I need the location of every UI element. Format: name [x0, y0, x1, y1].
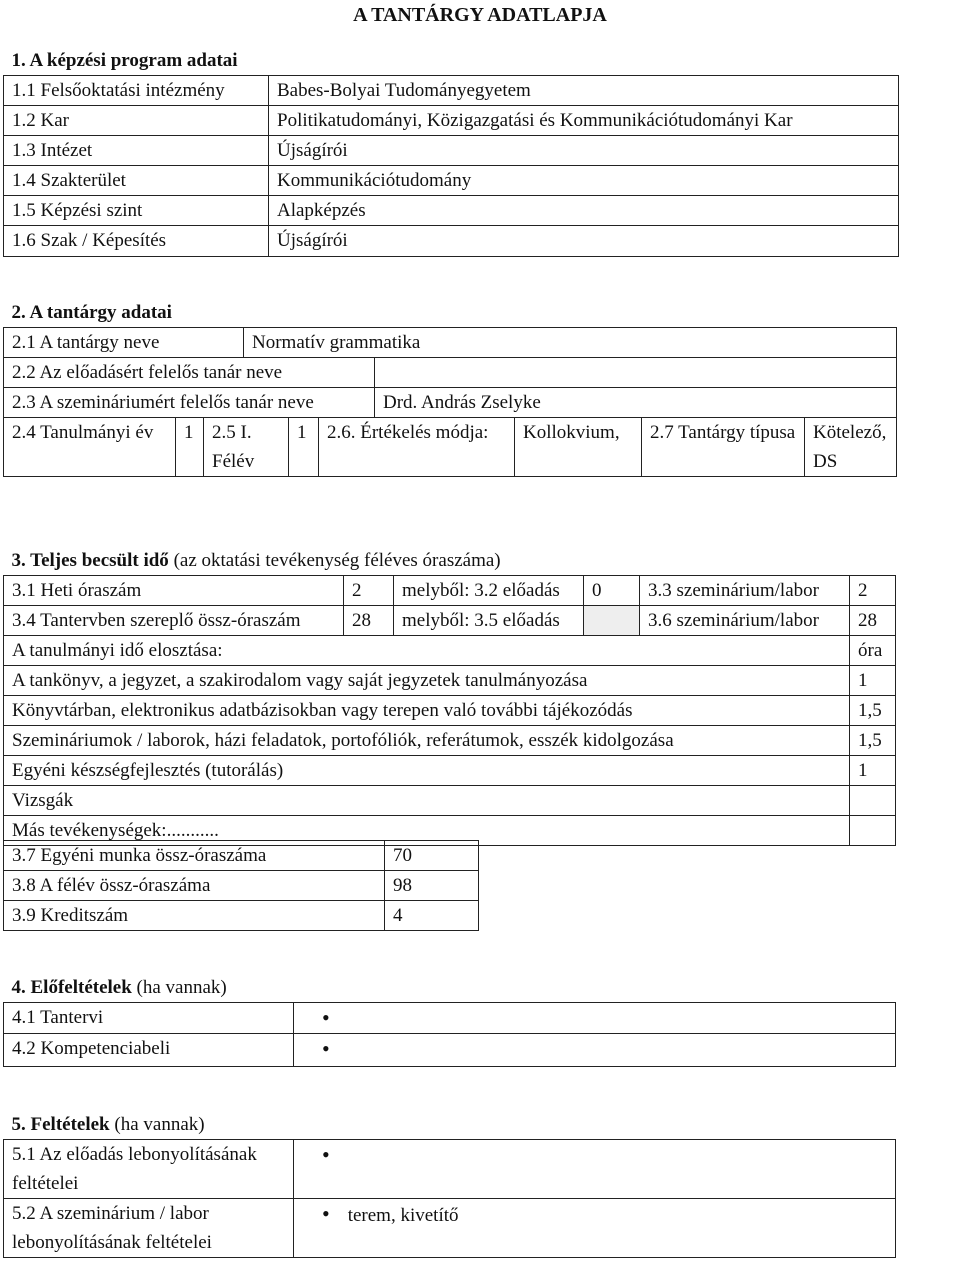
table-row: 4.2 Kompetenciabeli • — [4, 1034, 896, 1067]
section-4-heading: 4. Előfeltételek (ha vannak) — [11, 977, 227, 998]
prerequisites-table — [3, 973, 896, 1067]
table-row: Szemináriumok / laborok, házi feladatok, portofóliók, referátumok, esszék kidolgozása 1,5 — [4, 726, 896, 756]
subject-name: Normatív grammatika — [244, 328, 897, 358]
table-row: 3.4 Tantervben szereplő össz-óraszám 28 melyből: 3.5 előadás 3.6 szeminárium/labor 28 — [4, 606, 896, 636]
subject-data-table — [3, 298, 897, 477]
table-row: 1.2 Kar Politikatudományi, Közigazgatási és Kommunikációtudományi Kar — [4, 106, 899, 136]
table-row: Vizsgák — [4, 786, 896, 816]
section-1-heading: 1. A képzési program adatai — [11, 50, 238, 71]
estimated-time-table — [3, 546, 896, 846]
table-row: 1.1 Felsőoktatási intézmény Babes-Bolyai Tudományegyetem — [4, 76, 899, 106]
section-3-heading: 3. Teljes becsült idő (az oktatási tevékenység féléves óraszáma) — [11, 550, 501, 571]
table-row: 2.4 Tanulmányi év 1 2.5 I. Félév 1 2.6. Értékelés módja: Kollokvium, 2.7 Tantárgy típusa Kötelező, DS — [4, 418, 897, 477]
lecturer-name — [375, 358, 897, 388]
list-item: • — [294, 1003, 896, 1034]
table-row: A tanulmányi idő elosztása: óra — [4, 636, 896, 666]
table-row: 5.2 A szeminárium / labor lebonyolításának feltételei • terem, kivetítő — [4, 1199, 896, 1258]
program-data-table — [3, 46, 899, 257]
totals-table — [3, 840, 479, 931]
section-5-heading: 5. Feltételek (ha vannak) — [11, 1114, 205, 1135]
table-row: Könyvtárban, elektronikus adatbázisokban vagy terepen való további tájékozódás 1,5 — [4, 696, 896, 726]
table-row: 1.6 Szak / Képesítés Újságírói — [4, 226, 899, 257]
table-row: 3.1 Heti óraszám 2 melyből: 3.2 előadás 0 3.3 szeminárium/labor 2 — [4, 576, 896, 606]
list-item: • — [294, 1034, 896, 1067]
list-item: • — [294, 1140, 896, 1199]
table-row: 1.5 Képzési szint Alapképzés — [4, 196, 899, 226]
seminar-teacher-name: Drd. András Zselyke — [375, 388, 897, 418]
conditions-table — [3, 1110, 896, 1258]
table-row: 1.4 Szakterület Kommunikációtudomány — [4, 166, 899, 196]
table-row: Egyéni készségfejlesztés (tutorálás) 1 — [4, 756, 896, 786]
table-row: 1.3 Intézet Újságírói — [4, 136, 899, 166]
page-title: A TANTÁRGY ADATLAPJA — [353, 4, 607, 26]
table-row: 5.1 Az előadás lebonyolításának feltételei • — [4, 1140, 896, 1199]
table-row: 3.8 A félév össz-óraszáma 98 — [4, 871, 479, 901]
table-row: 2.3 A szemináriumért felelős tanár neve Drd. András Zselyke — [4, 388, 897, 418]
list-item: • terem, kivetítő — [294, 1199, 896, 1258]
table-row: A tankönyv, a jegyzet, a szakirodalom vagy saját jegyzetek tanulmányozása 1 — [4, 666, 896, 696]
table-row: Más tevékenységek:........... — [4, 816, 896, 846]
section-2-heading: 2. A tantárgy adatai — [11, 302, 172, 323]
table-row: 3.7 Egyéni munka össz-óraszáma 70 — [4, 841, 479, 871]
table-row: 2.2 Az előadásért felelős tanár neve — [4, 358, 897, 388]
table-row: 2.1 A tantárgy neve Normatív grammatika — [4, 328, 897, 358]
table-row: 3.9 Kreditszám 4 — [4, 901, 479, 931]
table-row: 4.1 Tantervi • — [4, 1003, 896, 1034]
